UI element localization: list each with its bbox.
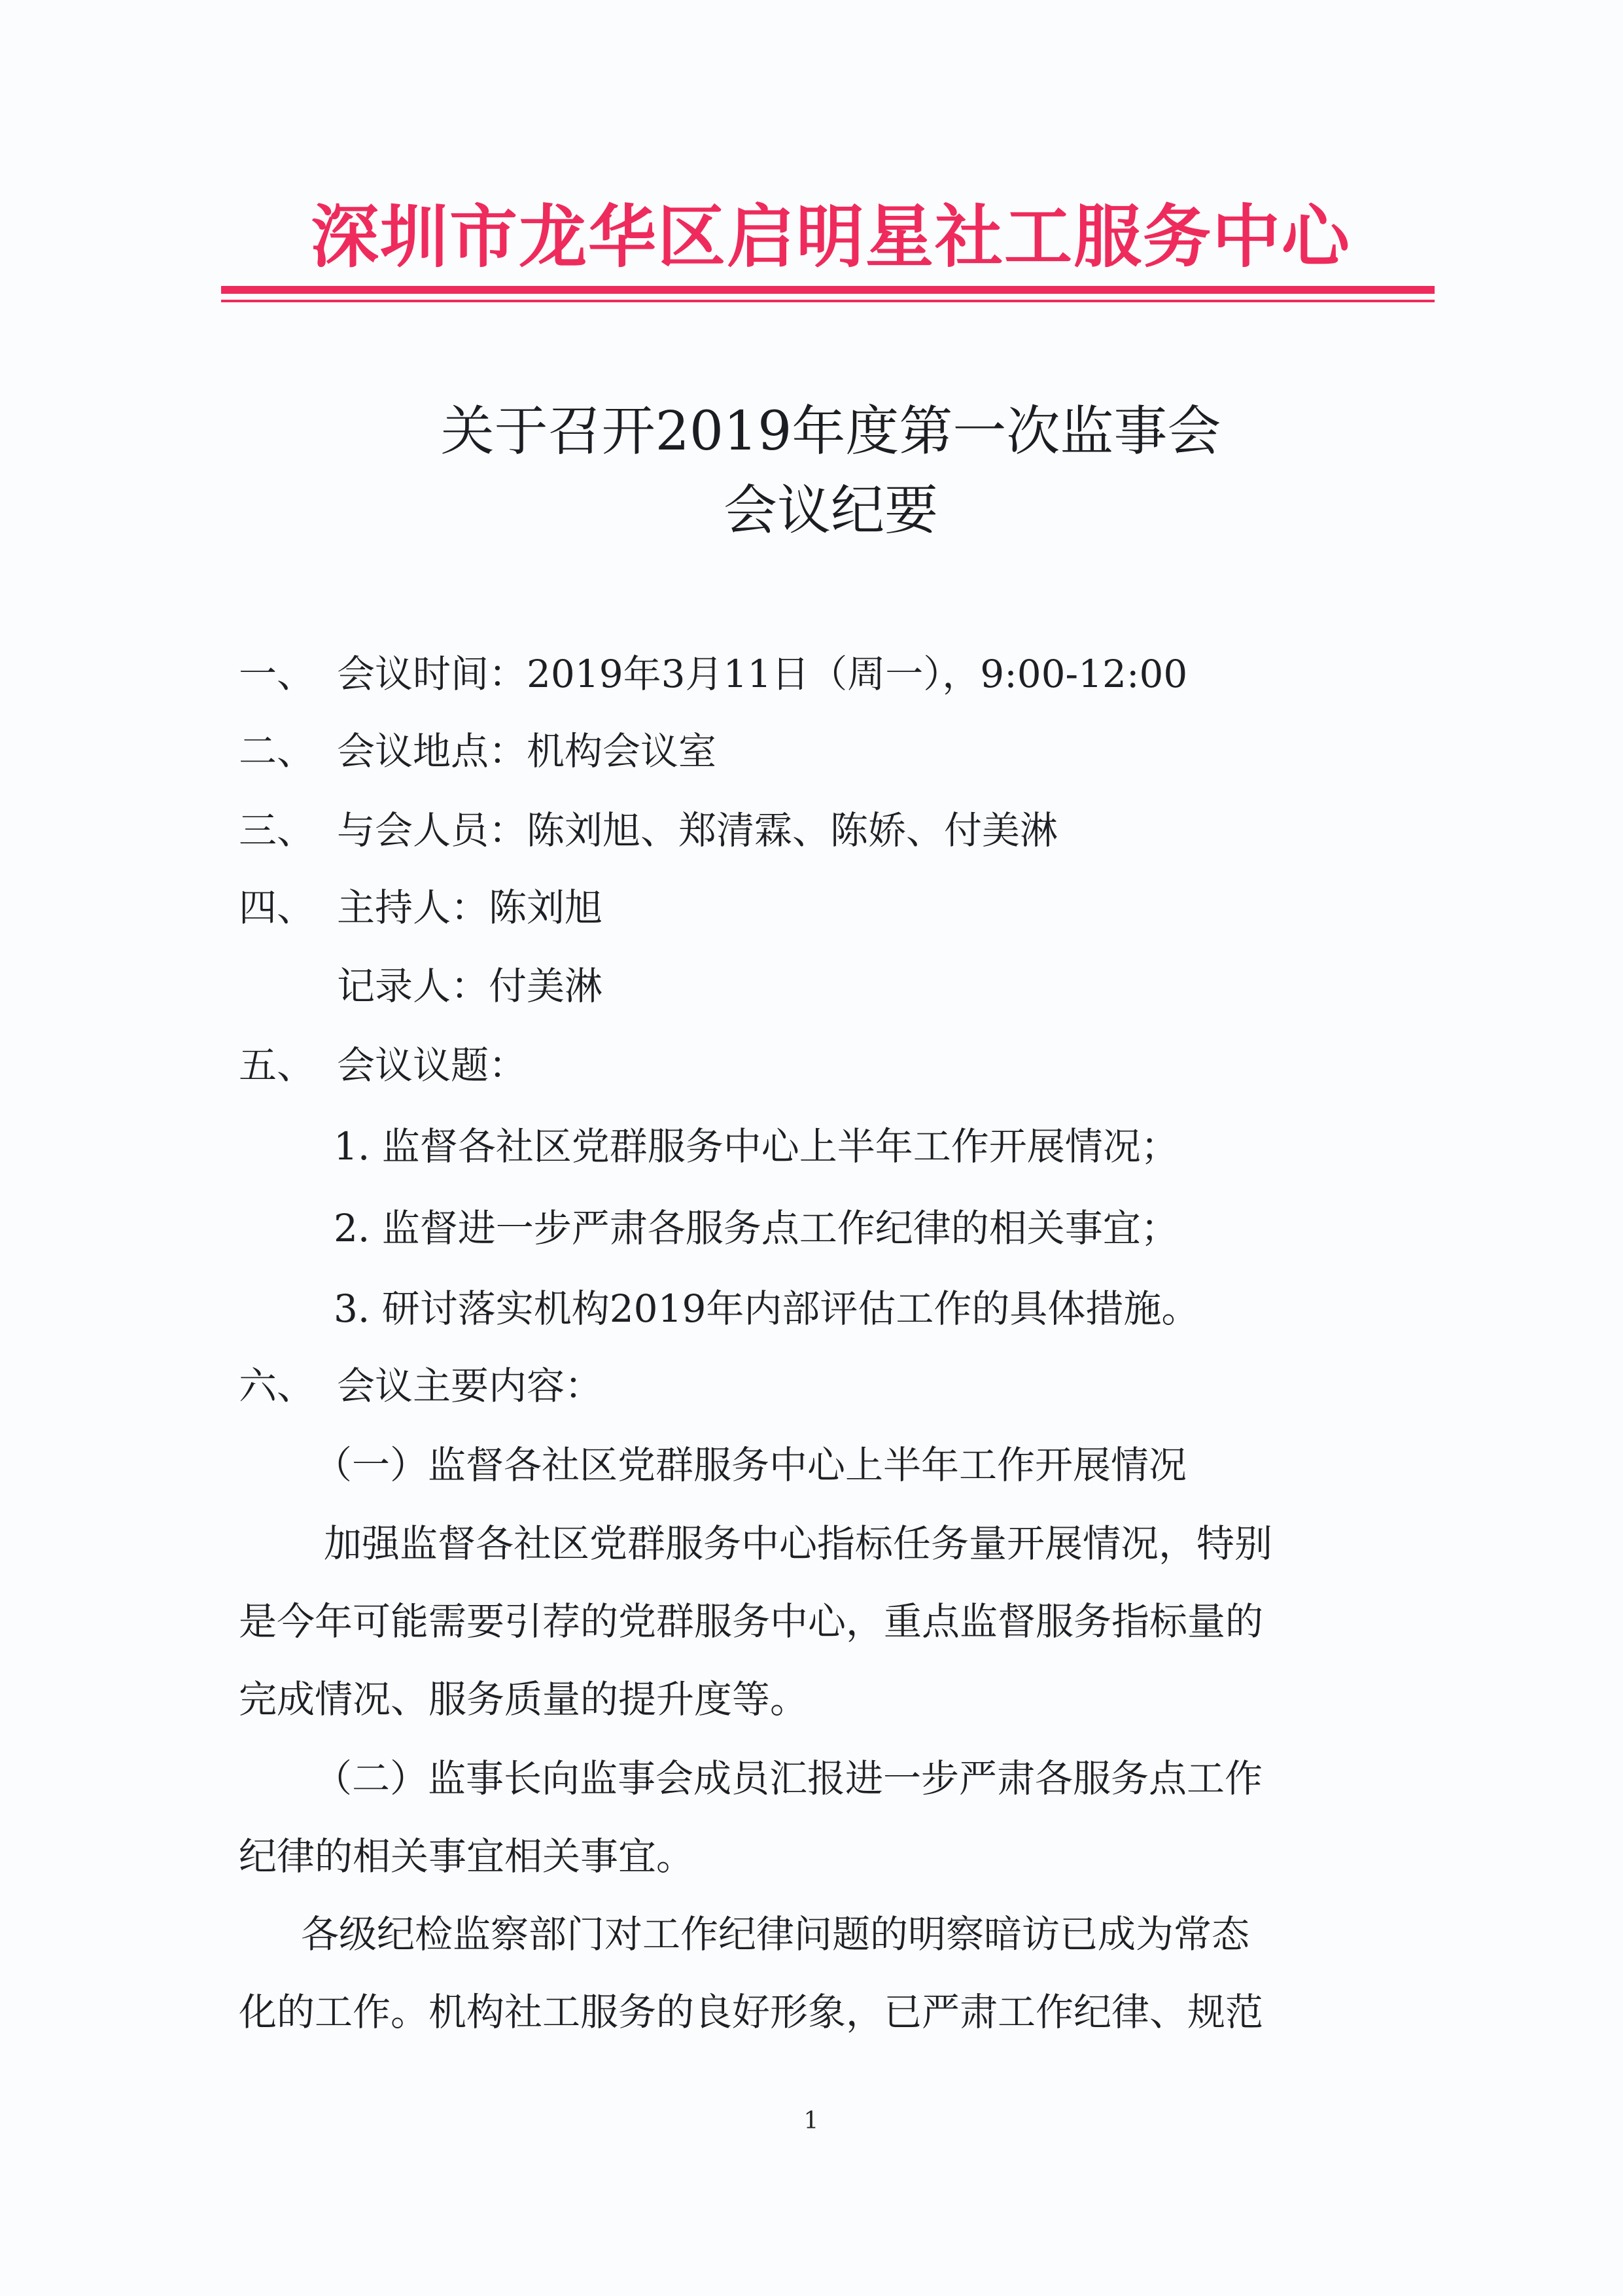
letterhead-title: 深圳市龙华区启明星社工服务中心 <box>310 197 1351 277</box>
item-number: 二、 <box>239 729 315 773</box>
paragraph-1-line-2: 是今年可能需要引荐的党群服务中心，重点监督服务指标量的 <box>239 1599 1264 1644</box>
topic-2: 2. 监督进一步严肃各服务点工作纪律的相关事宜； <box>334 1206 1179 1250</box>
item-attendees <box>239 807 1058 853</box>
letterhead-rule-thick <box>221 286 1435 294</box>
item-text: 记录人：付美淋 <box>337 964 603 1008</box>
item-text: 会议时间：2019年3月11日（周一），9:00-12:00 <box>337 652 1188 696</box>
item-text: 会议主要内容： <box>337 1364 603 1408</box>
item-recorder <box>239 963 602 1009</box>
item-topics-heading <box>239 1042 527 1088</box>
paragraph-1-line-1: 加强监督各社区党群服务中心指标任务量开展情况，特别 <box>324 1521 1273 1566</box>
item-meeting-location <box>239 728 716 774</box>
item-host <box>239 885 602 930</box>
subsection-2-line-1: （二）监事长向监事会成员汇报进一步严肃各服务点工作 <box>314 1756 1263 1801</box>
item-number: 六、 <box>239 1364 315 1408</box>
item-text: 主持人：陈刘旭 <box>337 885 603 930</box>
item-number: 三、 <box>239 808 315 853</box>
topic-3: 3. 研讨落实机构2019年内部评估工作的具体措施。 <box>334 1286 1200 1331</box>
letterhead-rule-thin <box>221 300 1435 302</box>
page-number: 1 <box>803 2108 819 2134</box>
paragraph-3-line-1: 各级纪检监察部门对工作纪律问题的明察暗访已成为常态 <box>301 1912 1250 1956</box>
paragraph-1-line-3: 完成情况、服务质量的提升度等。 <box>239 1677 809 1722</box>
item-number: 一、 <box>239 652 315 696</box>
item-text: 会议议题： <box>337 1043 527 1087</box>
item-number: 四、 <box>239 885 315 930</box>
item-text: 与会人员：陈刘旭、郑清霖、陈娇、付美淋 <box>337 808 1058 853</box>
subsection-1-heading: （一）监督各社区党群服务中心上半年工作开展情况 <box>314 1443 1187 1487</box>
paragraph-3-line-2: 化的工作。机构社工服务的良好形象，已严肃工作纪律、规范 <box>239 1990 1264 2034</box>
document-title-line-2: 会议纪要 <box>723 480 938 542</box>
topic-1: 1. 监督各社区党群服务中心上半年工作开展情况； <box>334 1124 1179 1169</box>
item-number: 五、 <box>239 1043 315 1087</box>
item-text: 会议地点：机构会议室 <box>337 729 717 773</box>
item-main-content-heading <box>239 1363 602 1409</box>
document-title-line-1: 关于召开2019年度第一次监事会 <box>440 400 1221 463</box>
subsection-2-line-2: 纪律的相关事宜相关事宜。 <box>239 1834 695 1879</box>
item-meeting-time <box>239 651 1187 697</box>
